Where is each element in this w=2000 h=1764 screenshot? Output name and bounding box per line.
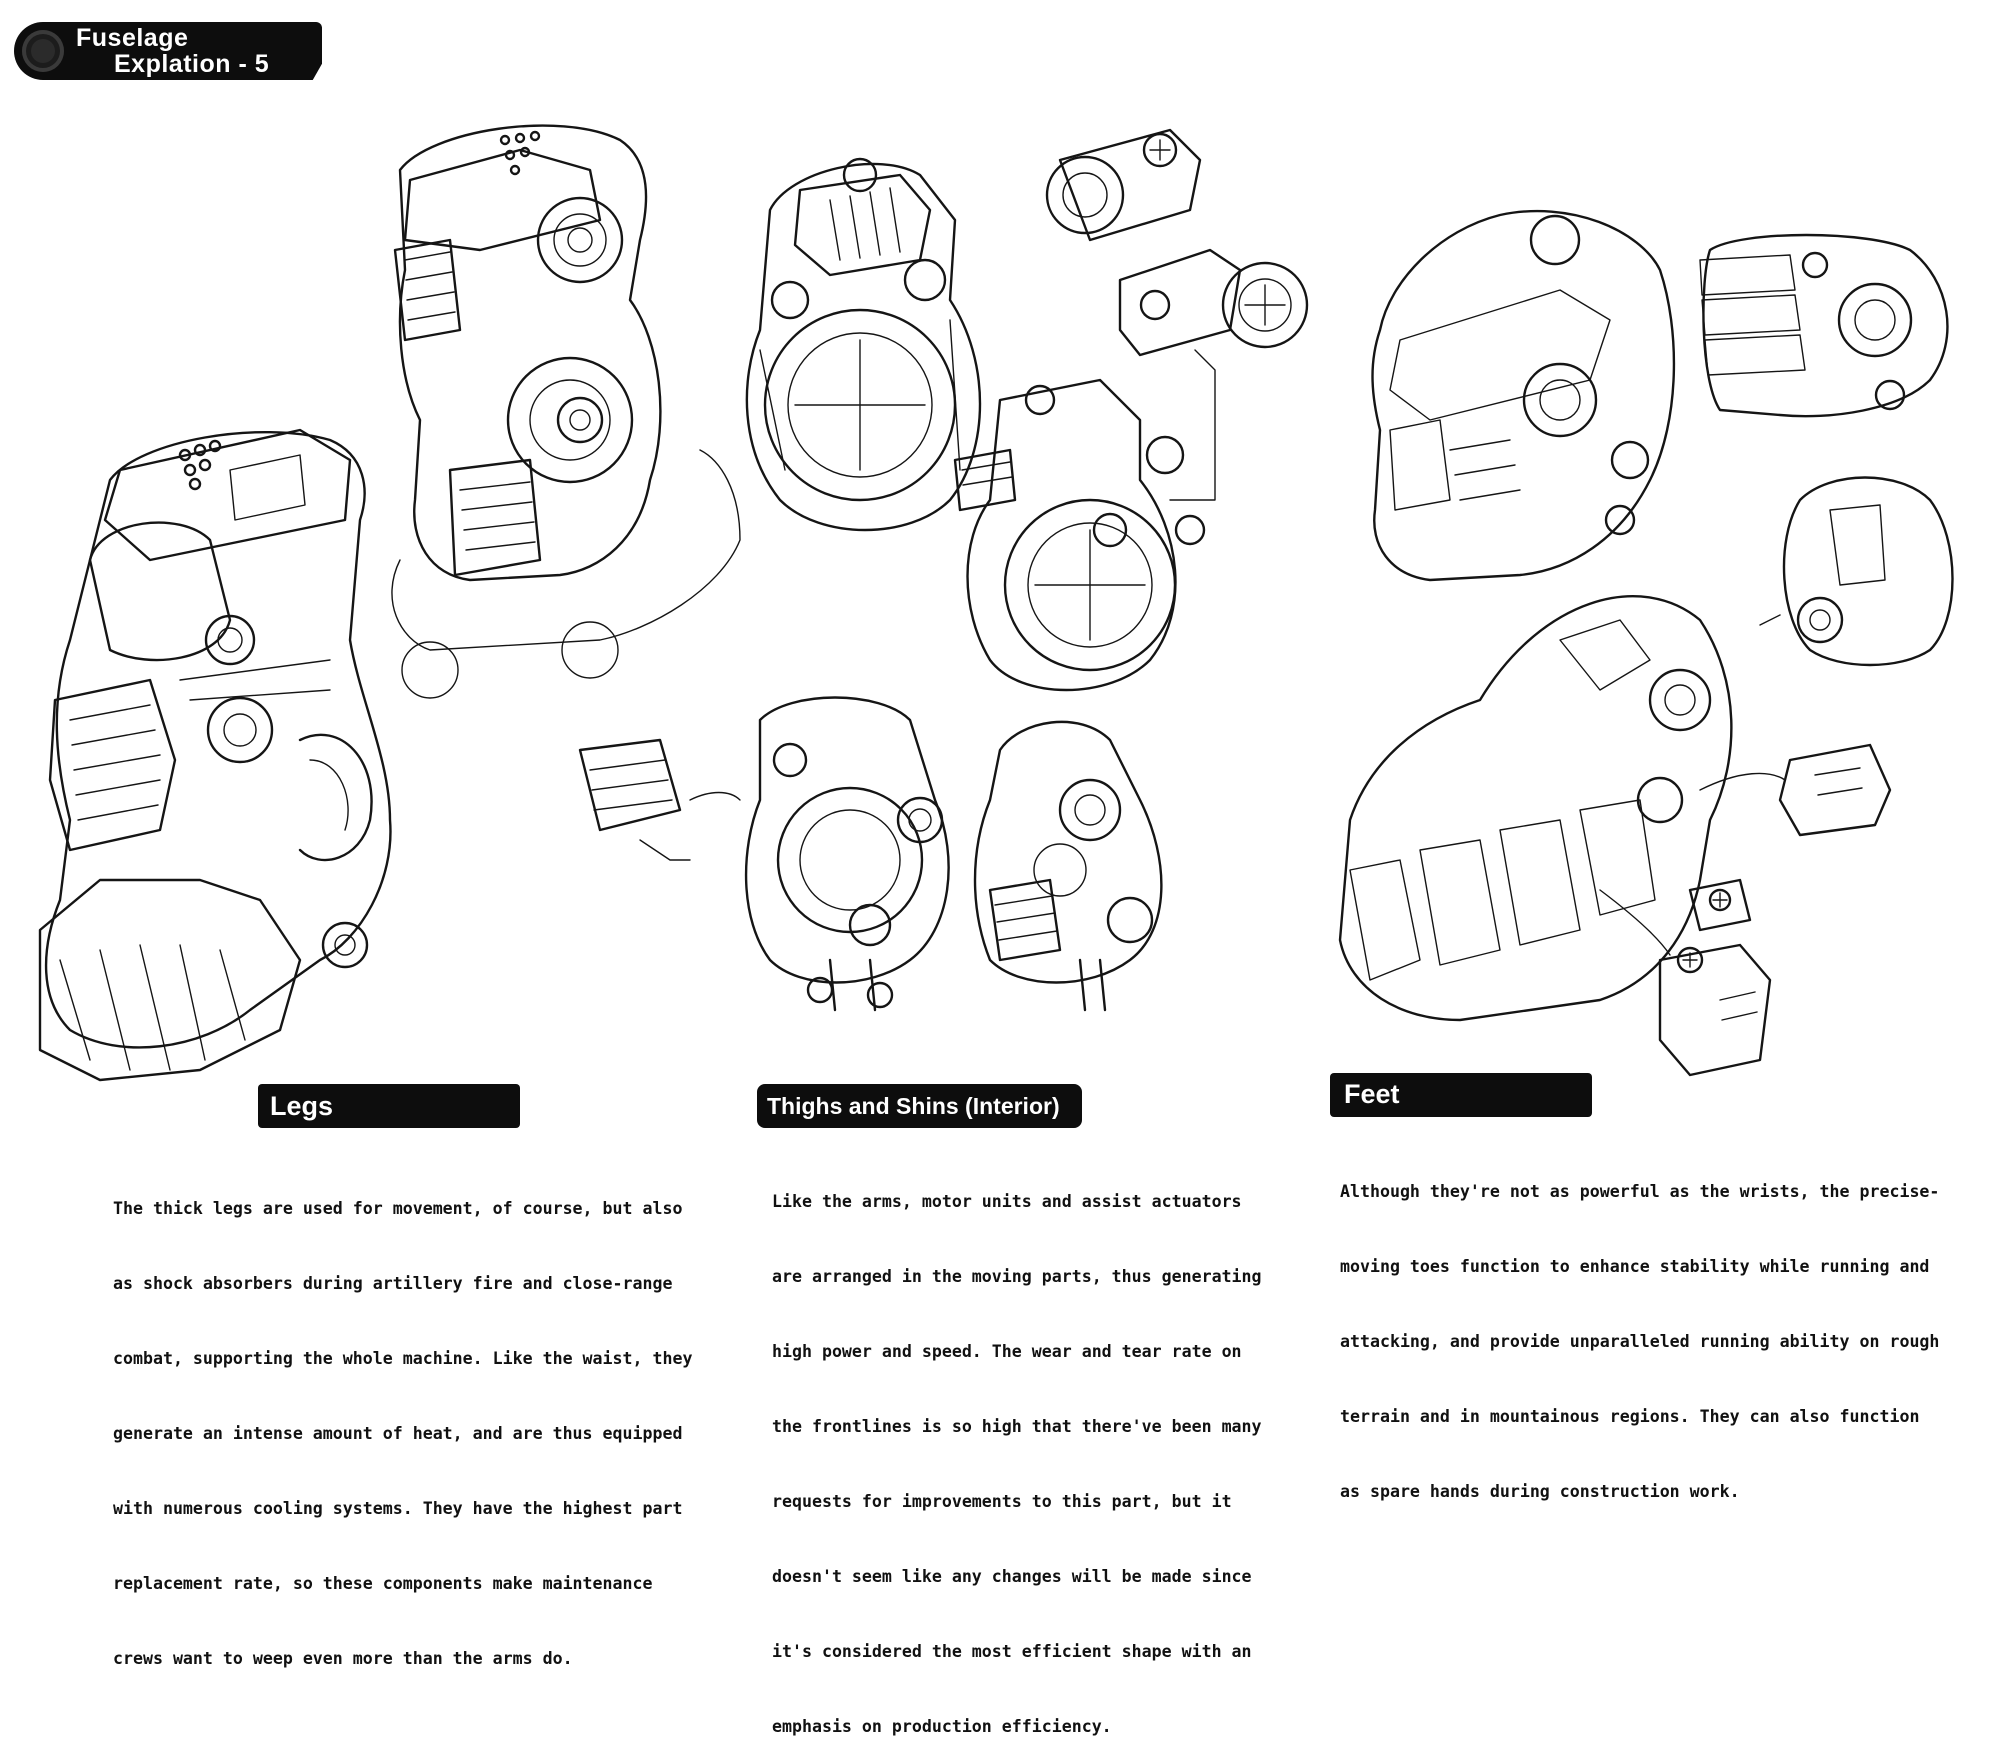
foot-top-view-drawing xyxy=(1373,211,1674,580)
text-line: it's considered the most efficient shape with an xyxy=(772,1642,1252,1661)
thighs-description xyxy=(772,1139,1262,1764)
text-line: emphasis on production efficiency. xyxy=(772,1717,1112,1736)
feet-description xyxy=(1340,1129,1939,1529)
thighs-section-title: Thighs and Shins (Interior) xyxy=(757,1084,1082,1128)
foot-sole-drawing xyxy=(1700,235,1947,416)
toe-parts-drawing xyxy=(1600,745,1890,1075)
header-subtitle: Explation - 5 xyxy=(114,50,270,78)
leg-side-view-drawing xyxy=(392,126,740,698)
text-line: with numerous cooling systems. They have the highest part xyxy=(113,1499,683,1518)
text-line: generate an intense amount of heat, and are thus equipped xyxy=(113,1424,683,1443)
shin-motor-drawing xyxy=(975,722,1161,1010)
text-line: as shock absorbers during artillery fire and close-range xyxy=(113,1274,673,1293)
actuator-part-drawing xyxy=(1047,130,1307,500)
text-line: high power and speed. The wear and tear rate on xyxy=(772,1342,1242,1361)
text-line: doesn't seem like any changes will be made since xyxy=(772,1567,1252,1586)
text-line: crews want to weep even more than the arms do. xyxy=(113,1649,573,1668)
thigh-motor-drawing xyxy=(580,698,949,1011)
text-line: replacement rate, so these components make maintenance xyxy=(113,1574,653,1593)
text-line: are arranged in the moving parts, thus generating xyxy=(772,1267,1262,1286)
leg-assembly-drawing xyxy=(40,430,390,1080)
text-line: Like the arms, motor units and assist actuators xyxy=(772,1192,1242,1211)
text-line: terrain and in mountainous regions. They can also function xyxy=(1340,1407,1920,1426)
text-line: moving toes function to enhance stability while running and xyxy=(1340,1257,1930,1276)
text-line: as spare hands during construction work. xyxy=(1340,1482,1740,1501)
text-line: the frontlines is so high that there've been many xyxy=(772,1417,1262,1436)
text-line: The thick legs are used for movement, of course, but also xyxy=(113,1199,683,1218)
header-title: Fuselage xyxy=(76,24,189,52)
legs-section-title: Legs xyxy=(258,1084,520,1128)
legs-description xyxy=(113,1146,692,1696)
text-line: combat, supporting the whole machine. Like the waist, they xyxy=(113,1349,693,1368)
shin-interior-drawing xyxy=(955,380,1204,690)
toe-piece-drawing xyxy=(1760,478,1953,666)
feet-section-title: Feet xyxy=(1330,1073,1592,1117)
text-line: Although they're not as powerful as the wrists, the precise- xyxy=(1340,1182,1940,1201)
text-line: attacking, and provide unparalleled running ability on rough xyxy=(1340,1332,1940,1351)
text-line: requests for improvements to this part, but it xyxy=(772,1492,1232,1511)
thigh-interior-drawing xyxy=(747,159,980,530)
